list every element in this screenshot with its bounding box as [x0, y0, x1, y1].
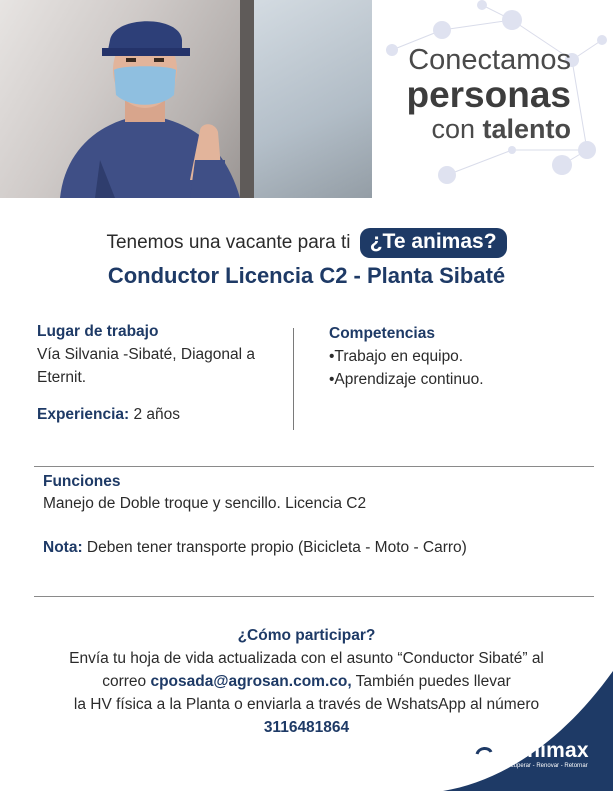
brand-name: Sanimax	[501, 739, 589, 762]
funciones-text: Manejo de Doble troque y sencillo. Licencia C2	[43, 495, 367, 512]
slogan-line-3-prefix: con	[431, 114, 483, 144]
sanimax-logo	[467, 737, 607, 777]
nota-label: Nota:	[43, 539, 83, 556]
experiencia-line	[37, 403, 277, 426]
slogan-line-3	[406, 114, 571, 144]
slogan	[406, 44, 571, 144]
competencias-title: Competencias	[329, 325, 435, 342]
email-link[interactable]: cposada@agrosan.com.co,	[150, 673, 352, 690]
brand-tagline: Recuperar - Renovar - Retornar	[503, 763, 588, 769]
participar-title: ¿Cómo participar?	[237, 627, 376, 644]
divider-bottom	[34, 596, 594, 597]
vacancy-lead	[0, 228, 613, 258]
nota-line	[43, 539, 583, 557]
te-animas-badge: ¿Te animas?	[360, 228, 507, 258]
funciones-block	[43, 471, 583, 515]
driver-illustration	[40, 10, 270, 198]
nota-text: Deben tener transporte propio (Bicicleta - Moto - Carro)	[82, 539, 467, 556]
funciones-title: Funciones	[43, 473, 121, 490]
position-title: Conductor Licencia C2 - Planta Sibaté	[107, 263, 506, 288]
divider-top	[34, 466, 594, 467]
experiencia-label: Experiencia:	[37, 406, 130, 423]
lugar-text: Vía Silvania -Sibaté, Diagonal a Eternit.	[37, 346, 255, 386]
vertical-divider	[293, 328, 294, 430]
hero-banner	[0, 0, 613, 198]
driver-photo	[0, 0, 372, 198]
slogan-line-2: personas	[406, 74, 571, 115]
lugar-title: Lugar de trabajo	[37, 323, 159, 340]
sanimax-logo-icon	[469, 739, 499, 769]
slogan-line-1: Conectamos	[408, 44, 571, 76]
competencia-item: •Trabajo en equipo.	[329, 348, 464, 365]
job-location-block	[37, 320, 277, 426]
participar-line-2-suffix: También puedes llevar	[351, 673, 511, 690]
experiencia-value: 2 años	[129, 406, 181, 423]
participar-line-3: la HV física a la Planta o enviarla a través de WshatsApp al número	[73, 696, 540, 713]
participar-line-2-prefix: correo	[102, 673, 151, 690]
phone-number[interactable]: 3116481864	[263, 719, 350, 736]
competencias-block	[329, 322, 569, 391]
vacancy-lead-text: Tenemos una vacante para ti	[106, 232, 351, 253]
slogan-line-3-bold: talento	[482, 114, 571, 144]
participar-line-1: Envía tu hoja de vida actualizada con el asunto “Conductor Sibaté” al	[69, 650, 544, 667]
competencia-item: •Aprendizaje continuo.	[329, 371, 484, 388]
